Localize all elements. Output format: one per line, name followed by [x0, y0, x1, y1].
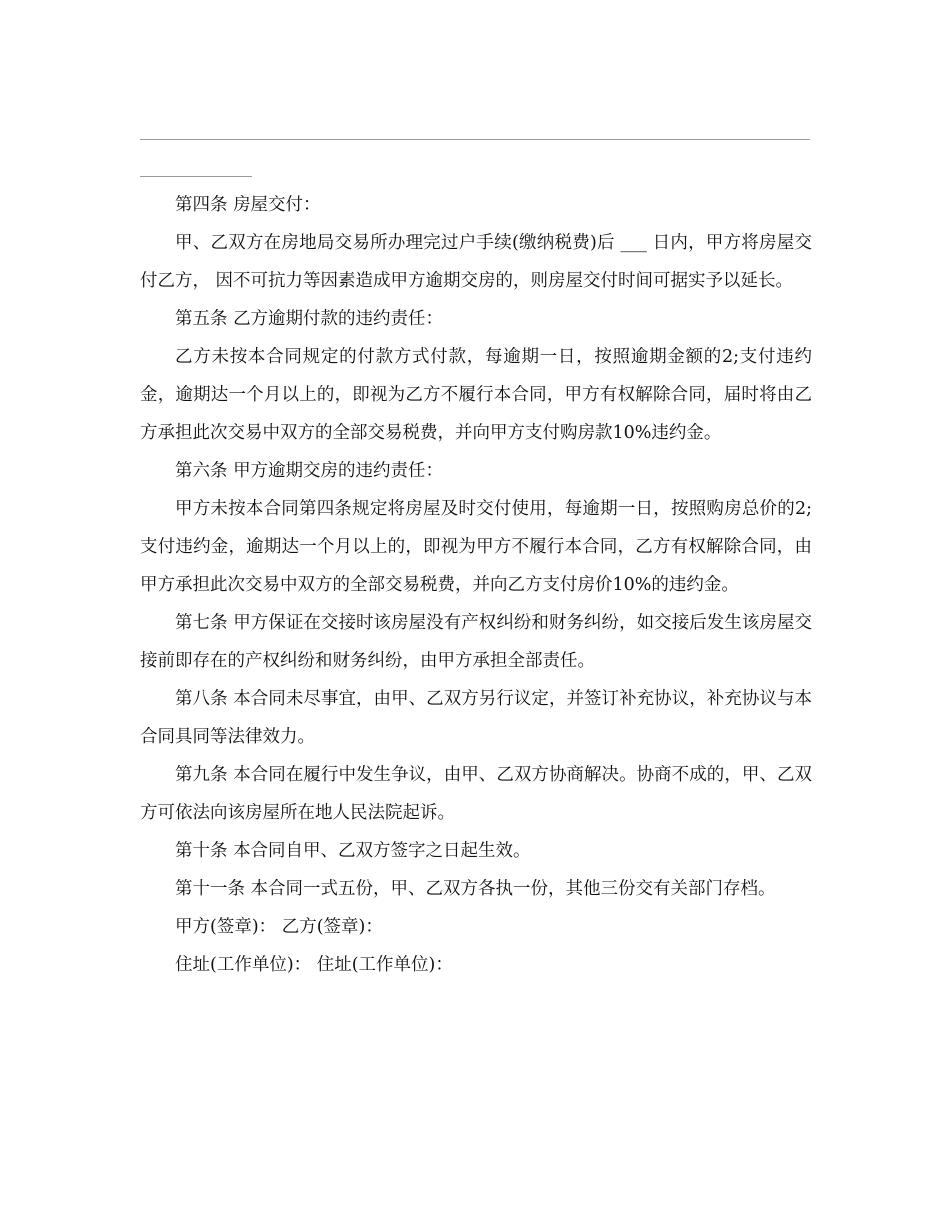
clause-7-text: 第七条 甲方保证在交接时该房屋没有产权纠纷和财务纠纷，如交接后发生该房屋交接前即存在的产权纠纷和财务纠纷，由甲方承担全部责任。: [140, 613, 812, 671]
header-divider-line: [140, 139, 810, 140]
clause-9-text: 第九条 本合同在履行中发生争议，由甲、乙双方协商解决。协商不成的，甲、乙双方可依法向该房屋所在地人民法院起诉。: [140, 765, 812, 823]
address-line: 住址(工作单位)： 住址(工作单位)：: [175, 955, 453, 975]
signature-line: 甲方(签章)： 乙方(签章)：: [175, 917, 383, 937]
clause-5-heading: 第五条 乙方逾期付款的违约责任：: [175, 309, 444, 329]
clause-6-text: 甲方未按本合同第四条规定将房屋及时交付使用，每逾期一日，按照购房总价的2;支付违约金，逾期达一个月以上的，即视为甲方不履行本合同，乙方有权解除合同，由甲方承担此次交易中双方的全部交易税费，并向乙方支付房价10%的违约金。: [140, 499, 812, 595]
clause-4-heading: 第四条 房屋交付：: [175, 195, 321, 215]
clause-10-text: 第十条 本合同自甲、乙双方签字之日起生效。: [175, 841, 531, 861]
clause-5-text: 乙方未按本合同规定的付款方式付款，每逾期一日，按照逾期金额的2;支付违约金，逾期达一个月以上的，即视为乙方不履行本合同，甲方有权解除合同，届时将由乙方承担此次交易中双方的全部交易税费，并向甲方支付购房款10%违约金。: [140, 347, 812, 443]
contract-body: [140, 186, 812, 984]
clause-8-text: 第八条 本合同未尽事宜，由甲、乙双方另行议定，并签订补充协议，补充协议与本合同具同等法律效力。: [140, 689, 812, 747]
clause-4-text: 甲、乙双方在房地局交易所办理完过户手续(缴纳税费)后 ___ 日内，甲方将房屋交付乙方， 因不可抗力等因素造成甲方逾期交房的，则房屋交付时间可据实予以延长。: [140, 233, 812, 291]
clause-11-text: 第十一条 本合同一式五份，甲、乙双方各执一份，其他三份交有关部门存档。: [175, 879, 776, 899]
clause-6-heading: 第六条 甲方逾期交房的违约责任：: [175, 461, 444, 481]
header-short-line: [140, 176, 252, 177]
